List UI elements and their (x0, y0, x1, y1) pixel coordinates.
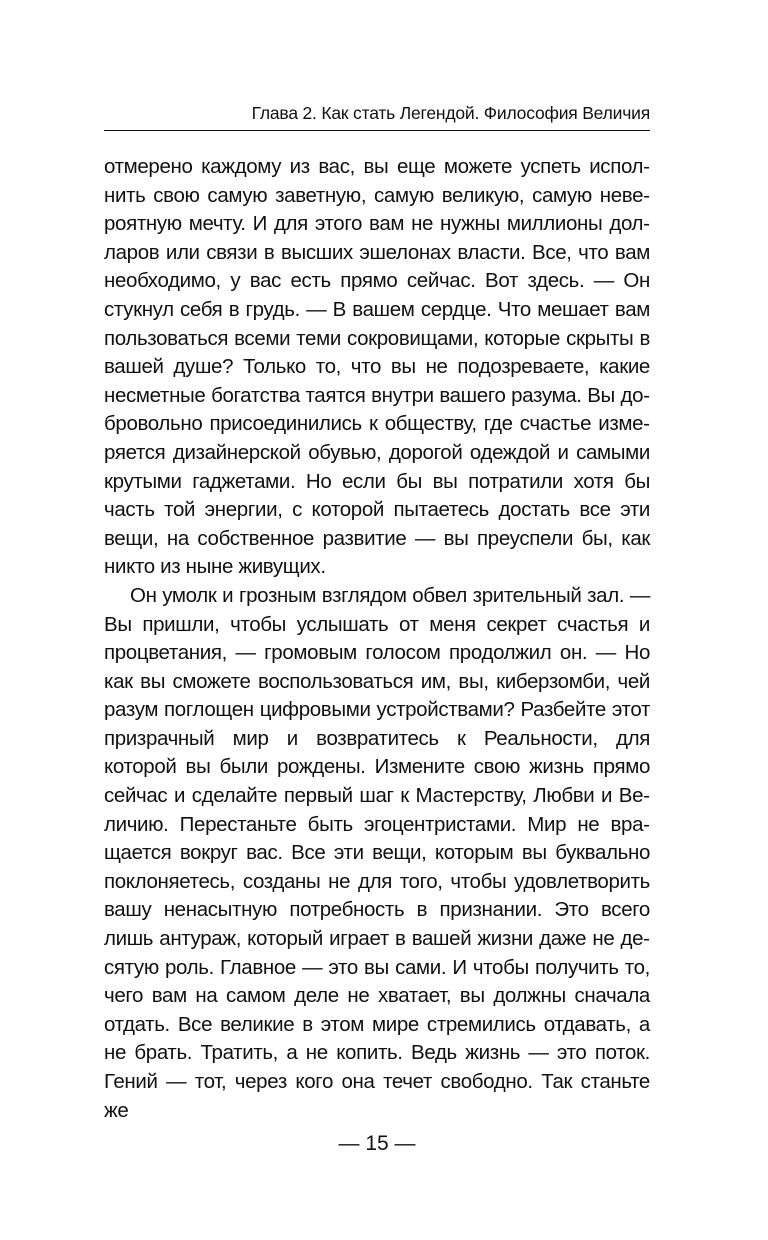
running-header: Глава 2. Как стать Легендой. Философия Величия (251, 103, 650, 123)
body-text (104, 153, 650, 1125)
paragraph: Он умолк и грозным взглядом обвел зрительный зал. — Вы пришли, чтобы услышать от меня секрет счастья и процветания, — громовым голосом продолжил он. — Но как вы сможете воспользоваться им, вы, киберзомби, чей разум поглощен цифровыми устройствами? Разбейте этот призрачный мир и возвратитесь к Реальности, для которой вы были рождены. Измените свою жизнь прямо сейчас и сделайте первый шаг к Мастерству, Любви и Величию. Перестаньте быть эгоцентристами. Мир не вращается вокруг вас. Все эти вещи, которым вы буквально поклоняетесь, созданы не для того, чтобы удовлетворить вашу ненасытную потребность в признании. Это всего лишь антураж, который играет в вашей жизни даже не десятую роль. Главное — это вы сами. И чтобы получить то, чего вам на самом деле не хватает, вы должны сначала отдать. Все великие в этом мире стремились отдавать, а не брать. Тратить, а не копить. Ведь жизнь — это поток. Гений — тот, через кого она течет свободно. Так станьте же (104, 583, 650, 1122)
paragraph: отмерено каждому из вас, вы еще можете успеть исполнить свою самую заветную, самую великую, самую невероятную мечту. И для этого вам не нужны миллионы долларов или связи в высших эшелонах власти. Все, что вам необходимо, у вас есть прямо сейчас. Вот здесь. — Он стукнул себя в грудь. — В вашем сердце. Что мешает вам пользоваться всеми теми сокровищами, которые скрыты в вашей душе? Только то, что вы не подозреваете, какие несметные богатства таятся внутри вашего разума. Вы добровольно присоединились к обществу, где счастье измеряется дизайнерской обувью, дорогой одеждой и самыми крутыми гаджетами. Но если бы вы потратили хотя бы часть той энергии, с которой пытаетесь достать все эти вещи, на собственное развитие — вы преуспели бы, как никто из ныне живущих. (104, 155, 650, 579)
page-number: — 15 — (338, 1132, 416, 1155)
header-rule (104, 130, 650, 131)
